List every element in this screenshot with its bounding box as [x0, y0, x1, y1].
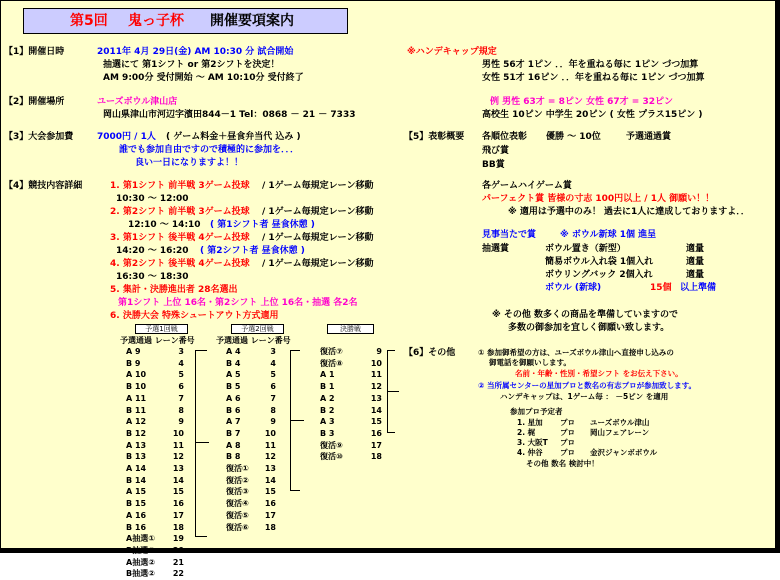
kessho-player: 復活⑦ [320, 347, 343, 356]
yosen1-player: B 11 [126, 405, 147, 415]
section6-heading: 【6】その他 [404, 348, 456, 358]
yosen1-lane: 4 [178, 358, 184, 368]
prize-1: ボウル置き（新型） [545, 244, 626, 254]
yosen1-player: B 13 [126, 452, 147, 462]
bracket-tick [387, 432, 395, 433]
kessho-lane: 13 [370, 393, 382, 403]
yosen1-lane: 6 [178, 382, 184, 392]
prize-heading: 見事当たで賞 [482, 230, 537, 240]
kessho-player: B 2 [320, 405, 335, 415]
yosen1-player: B抽選① [126, 545, 155, 555]
yosen2-player: A 4 [226, 347, 241, 356]
section2-heading: 【2】開催場所 [4, 97, 65, 107]
other-1c: 名前・年齢・性別・希望シフト をお伝え下さい。 [515, 369, 683, 378]
pro-title: プロ [560, 448, 575, 457]
yosen1-player: B 12 [126, 428, 147, 438]
yosen1-lane: 12 [172, 452, 184, 462]
yosen1-player: A 12 [126, 417, 147, 427]
yosen2-players [226, 346, 249, 533]
yosen1-lane: 9 [178, 417, 184, 427]
title-name: 鬼っ子杯 [128, 13, 184, 29]
game-item-2: 2. 第2シフト 前半戦 3ゲーム投球 [110, 207, 250, 217]
section4-heading: 【4】競技内容詳細 [4, 181, 83, 191]
shift-lottery: 抽選にて 第1シフト or 第2シフトを決定！ [103, 60, 280, 70]
pro-name: 2. 梶 [517, 428, 536, 437]
yosen2-player: 復活③ [226, 487, 249, 497]
kessho-lane: 16 [370, 428, 382, 438]
yosen1-player: B 15 [126, 499, 147, 509]
award-rank: 各順位表彰 [482, 132, 528, 142]
yosen1-lane: 17 [172, 510, 184, 520]
page-title [23, 8, 348, 34]
yosen1-player: A 16 [126, 510, 147, 520]
kessho-lane: 15 [370, 417, 382, 427]
pro-title: プロ [560, 418, 575, 427]
prize-1-qty: 適量 [686, 244, 705, 254]
good-day-line: 良い一日になりますよ！！ [135, 158, 244, 168]
yosen1-label: 予選1回戦 [135, 324, 188, 334]
yosen1-player: A 15 [126, 487, 147, 497]
game-item-1: 1. 第1シフト 前半戦 3ゲーム投球 [110, 181, 250, 191]
pro-center: 岡山フェアレーン [590, 428, 650, 437]
yosen2-player: 復活⑥ [226, 522, 249, 532]
yosen2-lane: 4 [270, 358, 276, 368]
game-item-3-lane: / 1ゲーム毎規定レーン移動 [262, 233, 374, 243]
finalist-breakdown: 第1シフト 上位 16名・第2シフト 上位 16名・抽選 各2名 [118, 298, 358, 308]
yosen1-lane: 16 [172, 499, 184, 509]
yosen2-lane: 7 [270, 393, 276, 403]
yosen2-lane: 13 [264, 464, 276, 474]
pro-title: プロ [560, 438, 575, 447]
game-item-4-lane: / 1ゲーム毎規定レーン移動 [262, 259, 374, 269]
award-qualifier: 予選通過賞 [626, 132, 672, 142]
yosen1-lane: 15 [172, 487, 184, 497]
yosen1-players [126, 346, 155, 580]
kessho-lane: 18 [370, 452, 382, 462]
prize-heading-ball: ※ ボウル新球 1個 進呈 [560, 230, 657, 240]
yosen1-lane: 3 [178, 347, 184, 356]
yosen1-player: A 9 [126, 347, 141, 356]
game-item-3-time: 14:20 ～ 16:20 [116, 246, 189, 256]
other-2: ② 当所属センターの星加プロと数名の有志プロが参加致します。 [478, 381, 697, 390]
pro-name: 4. 仲谷 [517, 448, 543, 457]
game-item-4-time: 16:30 ～ 18:30 [116, 272, 189, 282]
venue-address: 岡山県津山市河辺字濱田844－1 Tel：0868 － 21 － 7333 [103, 110, 356, 120]
kessho-player: B 1 [320, 382, 335, 392]
yosen2-lane: 10 [264, 428, 276, 438]
yosen1-lane: 8 [178, 405, 184, 415]
yosen2-player: B 4 [226, 358, 241, 368]
kessho-player: A 3 [320, 417, 335, 427]
pro-title: プロ [560, 428, 575, 437]
kessho-lane: 11 [370, 370, 382, 380]
yosen2-player: 復活⑤ [226, 510, 249, 520]
kessho-player: 復活⑩ [320, 452, 343, 462]
pro-name: 3. 大阪T [517, 438, 548, 447]
section1-heading: 【1】開催日時 [4, 47, 65, 57]
yosen2-lane: 3 [270, 347, 276, 356]
pro-name: 1. 星加 [517, 418, 543, 427]
bracket-tick [290, 420, 304, 421]
kessho-label: 決勝戦 [327, 324, 374, 334]
yosen2-player: B 7 [226, 428, 241, 438]
award-rank-range: 優勝 ～ 10位 [546, 132, 601, 142]
bracket-tick [195, 350, 207, 351]
yosen2-lane: 16 [264, 499, 276, 509]
handicap-student: 高校生 10ピン 中学生 20ピン ( 女性 プラス15ピン ) [482, 110, 703, 120]
yosen2-player: B 5 [226, 382, 241, 392]
kessho-players [320, 346, 343, 463]
kessho-player: 復活⑨ [320, 440, 343, 450]
yosen2-player: 復活② [226, 475, 249, 485]
bracket-tick [290, 490, 300, 491]
prize-4: ボウル (新球) [545, 283, 602, 293]
yosen1-player: A抽選① [126, 534, 155, 544]
bracket-tick [195, 442, 209, 443]
yosen2-lane: 12 [264, 452, 276, 462]
award-tobi: 飛び賞 [482, 146, 510, 156]
prize-note-1: ※ その他 数多くの商品を準備していますので [492, 310, 679, 320]
prize-4-count: 15個 [650, 283, 672, 293]
prize-note-2: 多数の御参加を宜しく御願い致します。 [508, 323, 670, 333]
invite-line: 誰でも参加自由ですので積極的に参加を．．． [119, 145, 300, 155]
kessho-lane: 17 [370, 440, 382, 450]
kessho-player: A 2 [320, 393, 335, 403]
game-item-2-lane: / 1ゲーム毎規定レーン移動 [262, 207, 374, 217]
yosen1-lanes [172, 346, 184, 580]
yosen2-col-header: 予選通過 レーン番号 [216, 336, 291, 345]
yosen1-player: B 14 [126, 475, 147, 485]
yosen2-lane: 15 [264, 487, 276, 497]
yosen1-col-header: 予選通過 レーン番号 [120, 336, 195, 345]
yosen2-lane: 8 [270, 405, 276, 415]
yosen2-lane: 18 [264, 522, 276, 532]
yosen2-player: B 6 [226, 405, 241, 415]
yosen2-player: 復活① [226, 464, 249, 474]
prize-3: ボウリングバック 2個入れ [545, 270, 653, 280]
yosen2-lane: 17 [264, 510, 276, 520]
kessho-lane: 10 [370, 358, 382, 368]
game-item-4: 4. 第2シフト 後半戦 4ゲーム投球 [110, 259, 250, 269]
yosen2-player: B 8 [226, 452, 241, 462]
yosen1-player: A 10 [126, 370, 147, 380]
yosen1-player: B 10 [126, 382, 147, 392]
game-item-3-note: ( 第2シフト者 昼食休憩 ) [200, 246, 305, 256]
yosen2-player: A 8 [226, 440, 241, 450]
yosen1-player: A 11 [126, 393, 147, 403]
bracket-tick [387, 350, 395, 351]
yosen1-lane: 11 [172, 440, 184, 450]
kessho-lane: 14 [370, 405, 382, 415]
yosen1-lane: 10 [172, 428, 184, 438]
other-2b: ハンデキャップは、1ゲーム毎 ： －5ピン を適用 [500, 392, 669, 401]
entry-fee-note: ( ゲーム料金＋昼食弁当代 込み ) [166, 132, 301, 142]
reception-time: AM 9:00分 受付開始 ～ AM 10:10分 受付終了 [103, 73, 304, 83]
kessho-player: A 1 [320, 370, 335, 380]
yosen2-lane: 14 [264, 475, 276, 485]
bracket-line-1 [195, 350, 196, 536]
yosen1-lane: 22 [172, 569, 184, 579]
yosen2-lane: 9 [270, 417, 276, 427]
yosen2-label: 予選2回戦 [231, 324, 284, 334]
yosen1-lane: 21 [172, 557, 184, 567]
prize-4-note: 以上準備 [680, 283, 717, 293]
prize-3-qty: 適量 [686, 270, 705, 280]
yosen2-lane: 11 [264, 440, 276, 450]
yosen1-lane: 13 [172, 464, 184, 474]
handicap-heading: ※ハンデキャップ規定 [407, 47, 497, 57]
yosen1-player: B抽選② [126, 569, 155, 579]
bracket-tick [290, 350, 300, 351]
pro-center: 金沢ジャンボボウル [590, 448, 658, 457]
handicap-female: 女性 51才 16ピン ．．年を重ねる毎に 1ピン づつ加算 [482, 73, 705, 83]
award-high-game: 各ゲームハイゲーム賞 [482, 181, 572, 191]
bracket-tick [195, 536, 207, 537]
yosen1-lane: 19 [172, 534, 184, 544]
venue-name: ユーズボウル津山店 [97, 97, 178, 107]
yosen2-lanes [264, 346, 276, 533]
prize-2-qty: 適量 [686, 257, 705, 267]
handicap-example: 例 男性 63才 = 8ピン 女性 67才 = 32ピン [490, 97, 673, 107]
other-pros: その他 数名 検討中！ [526, 459, 599, 468]
game-item-6: 6. 決勝大会 特殊シュートアウト方式適用 [110, 311, 279, 321]
handicap-male: 男性 56才 1ピン ．．年を重ねる毎に 1ピン づつ加算 [482, 60, 699, 70]
yosen1-lane: 5 [178, 370, 184, 380]
award-perfect: パーフェクト賞 皆様の寸志 100円以上 / 1人 御願い！！ [482, 194, 715, 204]
kessho-lanes [370, 346, 382, 463]
lottery-label: 抽選賞 [482, 244, 510, 254]
section5-heading: 【5】表彰概要 [404, 132, 465, 142]
yosen1-lane: 18 [172, 522, 184, 532]
yosen2-player: 復活④ [226, 499, 249, 509]
game-item-1-lane: / 1ゲーム毎規定レーン移動 [262, 181, 374, 191]
yosen1-lane: 7 [178, 393, 184, 403]
bracket-tick [387, 391, 399, 392]
kessho-lane: 12 [370, 382, 382, 392]
event-date: 2011年 4月 29日(金) AM 10:30 分 試合開始 [97, 47, 294, 57]
yosen2-lane: 5 [270, 370, 276, 380]
yosen2-player: A 7 [226, 417, 241, 427]
yosen1-player: B 16 [126, 522, 147, 532]
award-bb: BB賞 [482, 160, 505, 170]
other-1: ① 参加御希望の方は、ユーズボウル津山へ直接申し込みの [478, 348, 674, 357]
yosen2-lane: 6 [270, 382, 276, 392]
yosen1-lane: 20 [172, 545, 184, 555]
kessho-player: 復活⑧ [320, 358, 343, 368]
kessho-lane: 9 [376, 347, 382, 356]
title-rest: 開催要項案内 [210, 13, 294, 29]
yosen1-player: B 9 [126, 358, 141, 368]
game-item-2-note: ( 第1シフト者 昼食休憩 ) [210, 220, 315, 230]
game-item-1-time: 10:30 ～ 12:00 [116, 194, 189, 204]
prize-2: 簡易ボウル入れ袋 1個入れ [545, 257, 654, 267]
other-1b: 御電話を御願いします。 [489, 358, 571, 367]
yosen1-player: A抽選② [126, 557, 155, 567]
yosen2-player: A 6 [226, 393, 241, 403]
pro-list-heading: 参加プロ予定者 [510, 407, 563, 416]
yosen1-player: A 14 [126, 464, 147, 474]
entry-fee: 7000円 / 1人 [97, 132, 156, 142]
pro-center: ユーズボウル津山 [590, 418, 650, 427]
game-item-2-time: 12:10 ～ 14:10 [128, 220, 201, 230]
game-item-3: 3. 第1シフト 後半戦 4ゲーム投球 [110, 233, 250, 243]
yosen2-player: A 5 [226, 370, 241, 380]
title-kai: 第5回 [70, 13, 108, 29]
award-perfect-note: ※ 適用は予選中のみ！ 過去に1人に達成しておりますよ．． [508, 207, 750, 217]
game-item-5: 5. 集計・決勝進出者 28名選出 [110, 285, 238, 295]
section3-heading: 【3】大会参加費 [4, 132, 74, 142]
yosen1-lane: 14 [172, 475, 184, 485]
kessho-player: B 3 [320, 428, 335, 438]
yosen1-player: A 13 [126, 440, 147, 450]
